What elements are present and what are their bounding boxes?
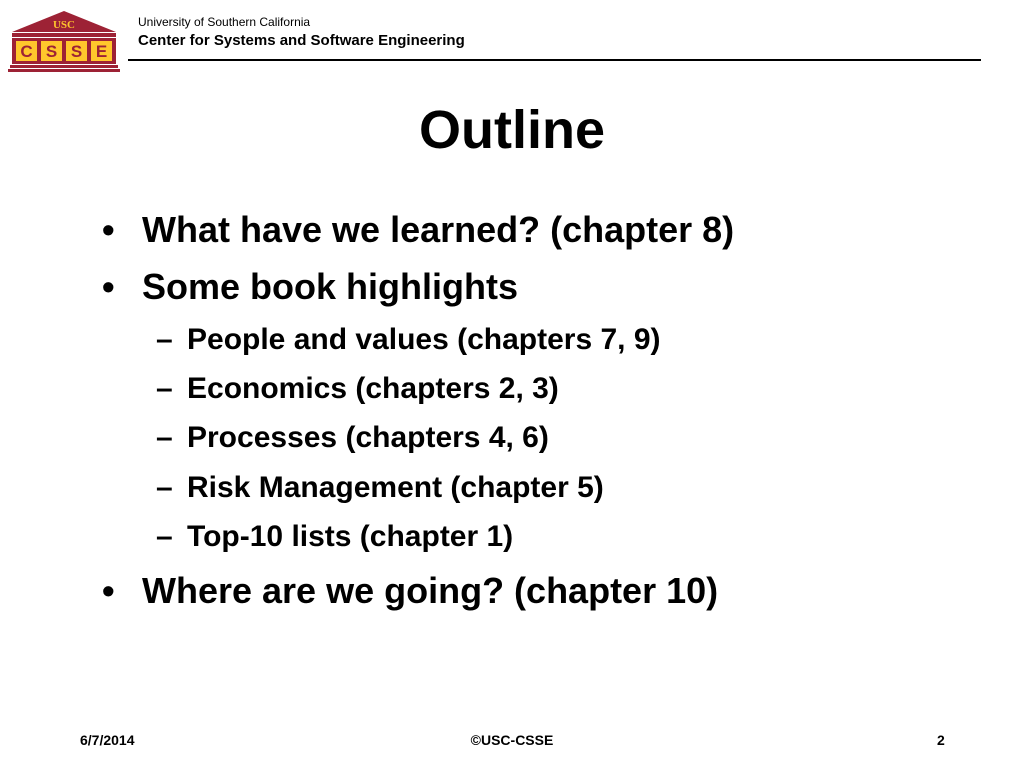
bullet-item xyxy=(102,209,735,251)
sub-bullet-item xyxy=(156,420,549,456)
sub-bullet-text: Processes (chapters 4, 6) xyxy=(187,421,549,454)
sub-bullet-item xyxy=(156,371,559,407)
sub-bullet-text: Risk Management (chapter 5) xyxy=(187,471,604,504)
dash-marker: – xyxy=(156,471,173,504)
bullet-text: Some book highlights xyxy=(142,266,518,307)
slide-title: Outline xyxy=(419,100,605,160)
sub-bullet-item xyxy=(156,519,514,555)
logo-letter-1: C xyxy=(20,42,33,61)
bullet-item xyxy=(102,570,719,612)
sub-bullet-text: Economics (chapters 2, 3) xyxy=(187,372,559,405)
dash-marker: – xyxy=(156,323,173,356)
sub-bullet-text: People and values (chapters 7, 9) xyxy=(187,323,661,356)
center-name: Center for Systems and Software Engineering xyxy=(138,32,465,49)
sub-bullet-item xyxy=(156,322,661,358)
dash-marker: – xyxy=(156,520,173,553)
bullet-text: What have we learned? (chapter 8) xyxy=(142,209,735,250)
logo-usc-text: USC xyxy=(52,19,76,31)
logo-letter-4: E xyxy=(95,42,108,61)
logo-letter-3: S xyxy=(70,42,83,61)
bullet-text: Where are we going? (chapter 10) xyxy=(142,570,719,611)
institution-name: University of Southern California xyxy=(138,15,311,29)
bullet-marker: • xyxy=(102,570,115,611)
logo-letter-2: S xyxy=(45,42,58,61)
sub-bullet-text: Top-10 lists (chapter 1) xyxy=(187,520,514,553)
sub-bullet-item xyxy=(156,470,604,506)
bullet-marker: • xyxy=(102,209,115,250)
bullet-marker: • xyxy=(102,266,115,307)
bullet-item xyxy=(102,266,518,308)
page-number: 2 xyxy=(937,732,945,748)
dash-marker: – xyxy=(156,372,173,405)
footer-date: 6/7/2014 xyxy=(80,732,135,748)
dash-marker: – xyxy=(156,421,173,454)
footer-copyright: ©USC-CSSE xyxy=(470,732,554,748)
